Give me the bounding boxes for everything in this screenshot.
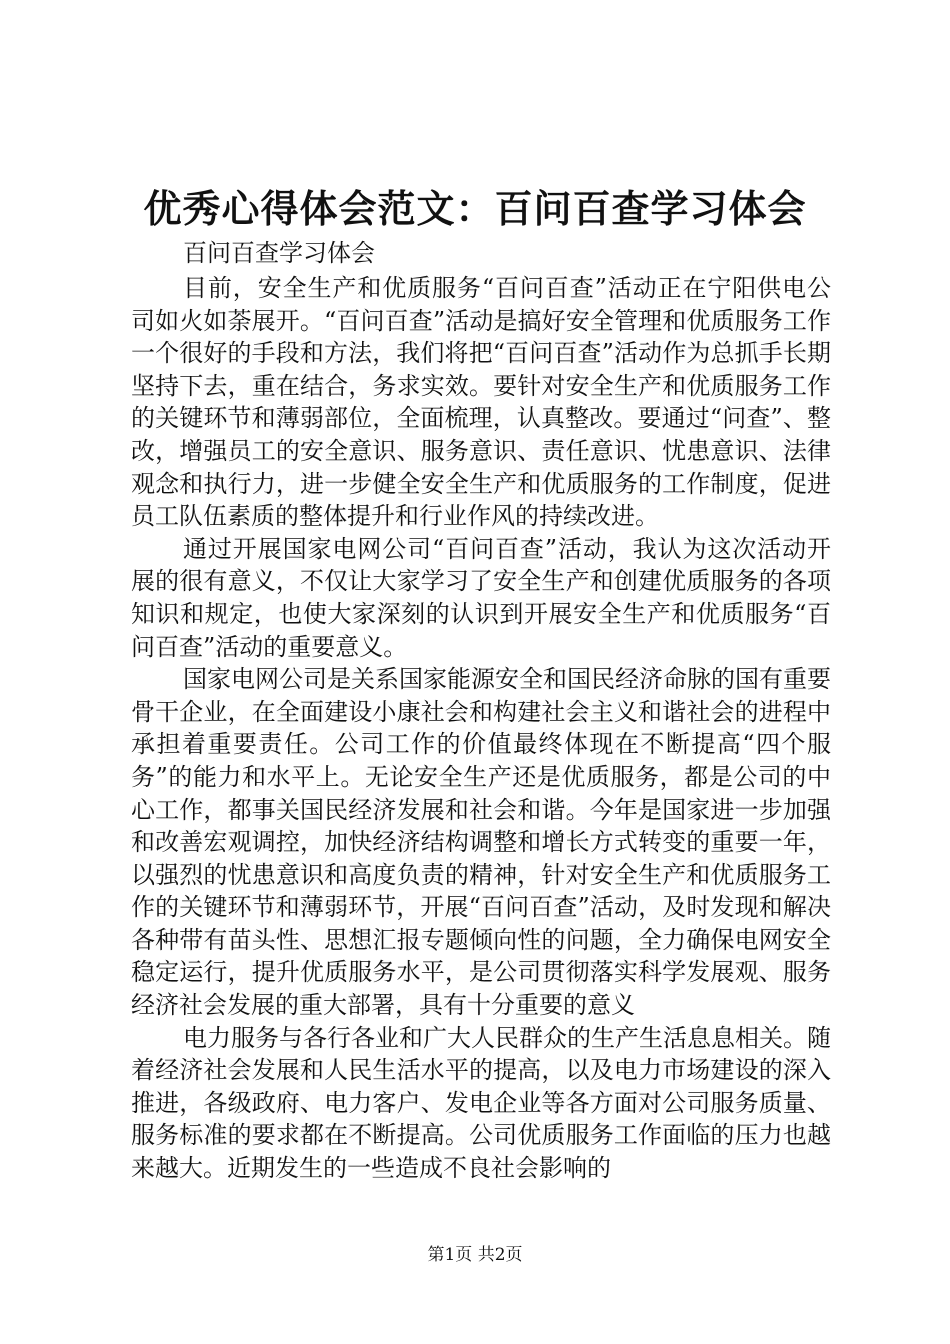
document-subtitle: 百问百查学习体会	[183, 239, 375, 267]
paragraph: 国家电网公司是关系国家能源安全和国民经济命脉的国有重要骨干企业，在全面建设小康社会和构建社会主义和谐社会的进程中承担着重要责任。公司工作的价值最终体现在不断提高“四个服务”的能力和水平上。无论安全生产还是优质服务，都是公司的中心工作，都事关国民经济发展和社会和谐。今年是国家进一步加强和改善宏观调控，加快经济结构调整和增长方式转变的重要一年，以强烈的忧患意识和高度负责的精神，针对安全生产和优质服务工作的关键环节和薄弱环节，开展“百问百查”活动，及时发现和解决各种带有苗头性、思想汇报专题倾向性的问题，全力确保电网安全稳定运行，提升优质服务水平，是公司贯彻落实科学发展观、服务经济社会发展的重大部署，具有十分重要的意义	[131, 665, 831, 1020]
paragraph: 通过开展国家电网公司“百问百查”活动，我认为这次活动开展的很有意义，不仅让大家学习了安全生产和创建优质服务的各项知识和规定，也使大家深刻的认识到开展安全生产和优质服务“百问百查”活动的重要意义。	[131, 534, 831, 661]
paragraph: 目前，安全生产和优质服务“百问百查”活动正在宁阳供电公司如火如荼展开。“百问百查”活动是搞好安全管理和优质服务工作一个很好的手段和方法，我们将把“百问百查”活动作为总抓手长期坚持下去，重在结合，务求实效。要针对安全生产和优质服务工作的关键环节和薄弱部位，全面梳理，认真整改。要通过“问查”、整改，增强员工的安全意识、服务意识、责任意识、忧患意识、法律观念和执行力，进一步健全安全生产和优质服务的工作制度，促进员工队伍素质的整体提升和行业作风的持续改进。	[131, 274, 831, 531]
document-title: 优秀心得体会范文：百问百查学习体会	[143, 186, 807, 231]
page-footer: 第1页 共2页	[427, 1245, 523, 1265]
paragraph: 电力服务与各行各业和广大人民群众的生产生活息息相关。随着经济社会发展和人民生活水平的提高，以及电力市场建设的深入推进，各级政府、电力客户、发电企业等各方面对公司服务质量、服务标准的要求都在不断提高。公司优质服务工作面临的压力也越来越大。近期发生的一些造成不良社会影响的	[131, 1023, 831, 1183]
document-body	[131, 272, 831, 1185]
